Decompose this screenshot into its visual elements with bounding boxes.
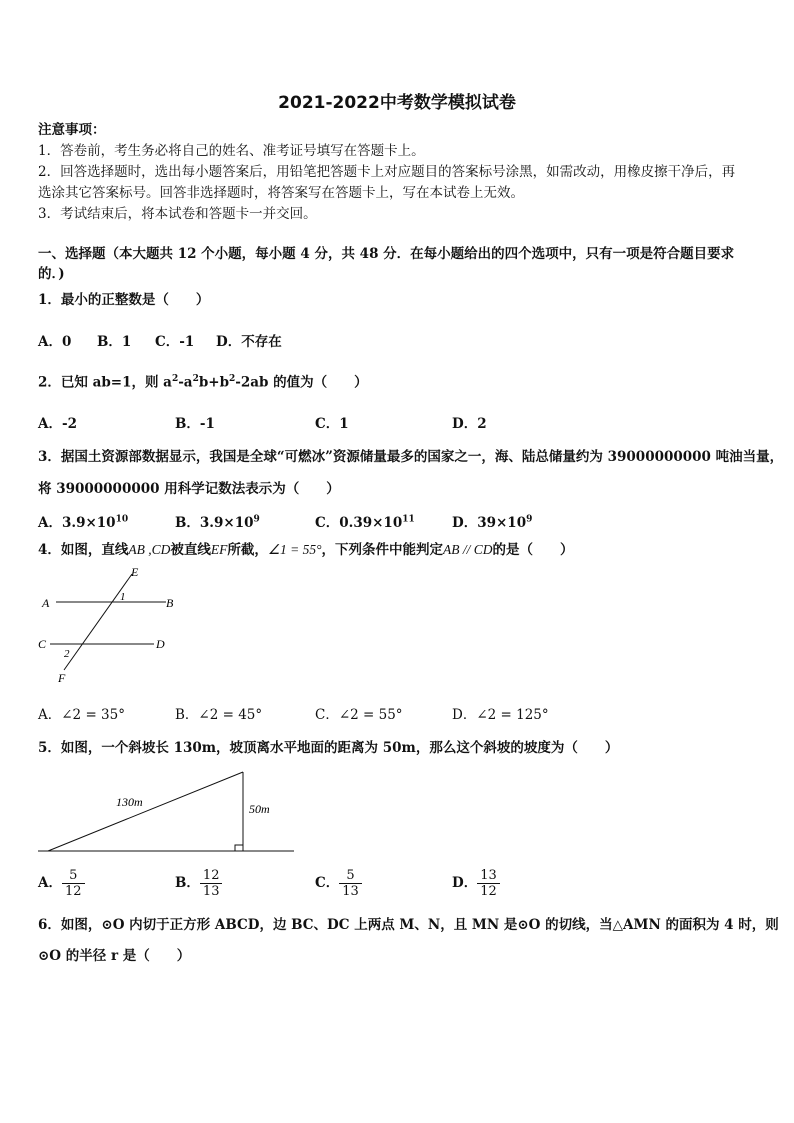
notice-item-2: 2．回答选择题时，选出每小题答案后，用铅笔把答题卡上对应题目的答案标号涂黑，如需改动，用橡皮擦干净后，再 <box>38 164 736 180</box>
notice-item-2-cont: 选涂其它答案标号。回答非选择题时，将答案写在答题卡上，写在本试卷上无效。 <box>38 185 524 201</box>
q2-option-c: C．1 <box>315 416 349 432</box>
slope-length-label: 130m <box>116 795 143 809</box>
q3-stem-cont: 将 39000000000 用科学记数法表示为（ ） <box>38 481 340 497</box>
q3-option-a: A．$3.9\times 10^{10}$ <box>38 514 129 531</box>
q5-option-b: B． $\frac{12}{13}$ <box>175 868 222 899</box>
q1-option-a: A．0 <box>38 334 72 350</box>
q1-option-d: D．不存在 <box>216 334 282 350</box>
q4-option-a: A．∠2 = 35° <box>38 707 125 723</box>
q5-figure <box>36 765 300 860</box>
q1-option-c: C．-1 <box>155 334 195 350</box>
angle-1-label: 1 <box>120 591 126 603</box>
q4-option-c: C．∠2 = 55° <box>315 707 403 723</box>
section-heading-cont: 的．) <box>38 266 65 282</box>
page-title: 2021-2022中考数学模拟试卷 <box>278 93 516 113</box>
right-angle-mark <box>235 845 243 851</box>
notice-item-3: 3．考试结束后，将本试卷和答题卡一并交回。 <box>38 206 317 222</box>
q3-stem: 3．据国土资源部数据显示，我国是全球“可燃冰”资源储量最多的国家之一，海、陆总储量约为 39000000000 吨油当量， <box>38 449 784 465</box>
label-a: A <box>42 596 50 610</box>
q6-stem-cont: ⊙O 的半径 r 是（ ） <box>38 948 191 964</box>
q2-option-a: A．-2 <box>38 416 77 432</box>
q5-option-c: C． $\frac{5}{13}$ <box>315 868 362 899</box>
label-e: E <box>131 565 139 579</box>
notice-heading: 注意事项： <box>38 122 106 138</box>
height-label: 50m <box>249 802 270 816</box>
q1-option-b: B．1 <box>97 334 132 350</box>
q5-option-a: A． $\frac{5}{12}$ <box>38 868 85 899</box>
label-b: B <box>166 596 174 610</box>
q2-option-d: D．2 <box>452 416 487 432</box>
angle-2-label: 2 <box>64 648 70 660</box>
slope-line <box>48 772 243 851</box>
q4-figure <box>36 560 196 690</box>
q2-option-b: B．-1 <box>175 416 215 432</box>
q4-option-d: D．∠2 = 125° <box>452 707 549 723</box>
label-c: C <box>38 637 47 651</box>
line-ef <box>64 574 132 670</box>
label-f: F <box>58 671 66 685</box>
q5-stem: 5．如图，一个斜坡长 130m，坡顶离水平地面的距离为 50m，那么这个斜坡的坡度为（ ） <box>38 740 619 756</box>
q3-option-c: C．$0.39\times 10^{11}$ <box>315 514 415 531</box>
label-d: D <box>156 637 165 651</box>
q2-stem: 2．已知 ab=1，则 $a^2-a^2b+b^2-2ab$ 的值为（ ） <box>38 374 368 391</box>
q6-stem: 6．如图，⊙O 内切于正方形 ABCD，边 BC、DC 上两点 M、N，且 MN 是⊙O 的切线，当△AMN 的面积为 4 时，则 <box>38 917 779 933</box>
q4-option-b: B．∠2 = 45° <box>175 707 263 723</box>
q3-option-b: B．$3.9\times 10^9$ <box>175 514 260 531</box>
q3-option-d: D．$39\times 10^9$ <box>452 514 533 531</box>
q5-option-d: D． $\frac{13}{12}$ <box>452 868 500 899</box>
notice-item-1: 1．答卷前，考生务必将自己的姓名、准考证号填写在答题卡上。 <box>38 143 425 159</box>
section-heading: 一、选择题（本大题共 12 个小题，每小题 4 分，共 48 分．在每小题给出的四个选项中，只有一项是符合题目要求 <box>38 246 735 262</box>
q1-stem: 1．最小的正整数是（ ） <box>38 292 210 308</box>
q4-stem: 4．如图，直线AB ,CD被直线EF所截，∠1 = 55°，下列条件中能判定AB // CD的是（ ） <box>38 542 574 558</box>
